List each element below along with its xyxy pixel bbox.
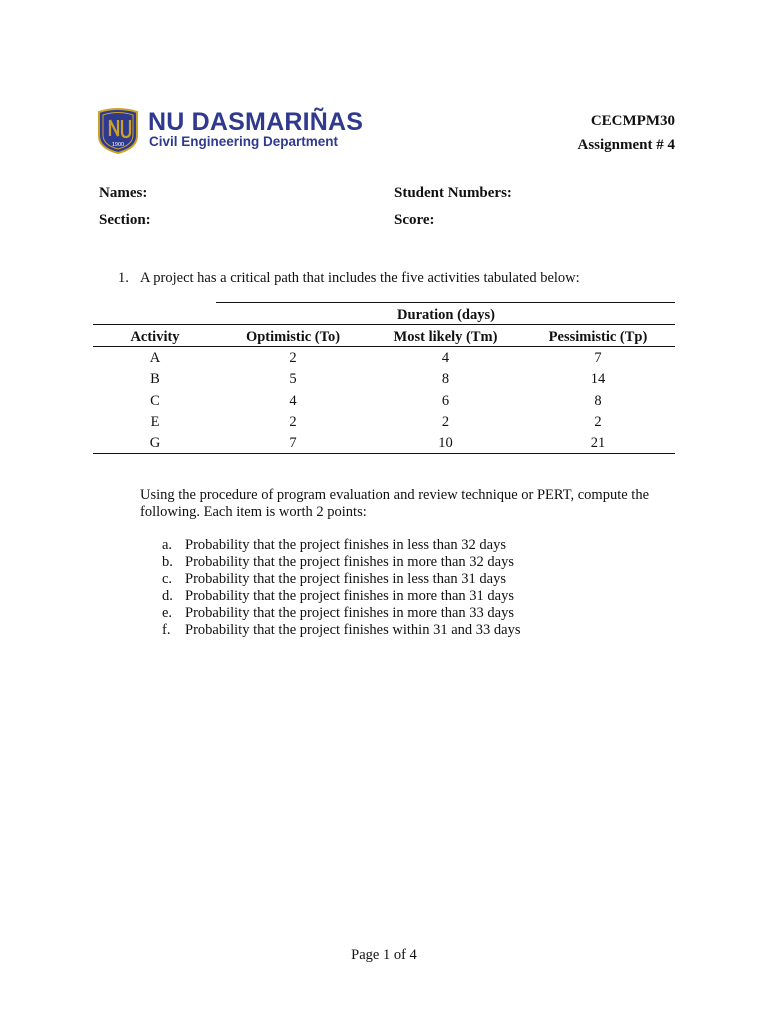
list-item-text: Probability that the project finishes in less than 31 days: [185, 571, 506, 587]
question-text: A project has a critical path that includes the five activities tabulated below:: [140, 270, 580, 286]
table-cell-optimistic: 5: [289, 371, 297, 388]
list-item-text: Probability that the project finishes within 31 and 33 days: [185, 622, 521, 638]
table-cell-most-likely: 4: [441, 350, 450, 366]
list-item-text: Probability that the project finishes in less than 32 days: [185, 537, 506, 553]
list-item-text: Probability that the project finishes in more than 32 days: [185, 554, 515, 570]
course-code: CECMPM30: [590, 113, 675, 129]
table-bottom-rule: [93, 453, 675, 454]
duration-group-header: Duration (days): [397, 307, 495, 323]
table-cell-activity: E: [150, 413, 160, 430]
table-cell-most-likely: 6: [441, 392, 450, 409]
table-cell-activity: B: [150, 371, 160, 388]
table-cell-most-likely: 8: [441, 371, 450, 388]
column-header-pessimistic: Pessimistic (Tp): [548, 329, 648, 345]
table-cell-pessimistic: 21: [590, 435, 606, 452]
table-cell-optimistic: 7: [289, 435, 297, 452]
list-item-letter: c.: [162, 571, 173, 587]
table-cell-pessimistic: 14: [590, 371, 606, 388]
table-cell-pessimistic: 7: [594, 350, 602, 366]
table-cell-most-likely: 10: [438, 435, 453, 452]
list-item-letter: b.: [162, 554, 173, 570]
section-label: Section:: [99, 212, 151, 228]
table-cell-activity: G: [149, 435, 161, 452]
activity-duration-table: [93, 302, 675, 454]
score-label: Score:: [394, 212, 435, 228]
seal-year: [96, 106, 140, 154]
table-cell-pessimistic: 2: [594, 413, 602, 430]
list-item-text: Probability that the project finishes in more than 31 days: [185, 588, 515, 604]
header-logo: [96, 106, 396, 154]
list-item-letter: d.: [162, 588, 173, 604]
column-header-activity: Activity: [130, 329, 180, 345]
table-top-rule: [216, 302, 675, 303]
table-cell-optimistic: 2: [289, 350, 297, 366]
column-header-most-likely: Most likely (Tm): [393, 329, 498, 345]
list-item-text: Probability that the project finishes in more than 33 days: [185, 605, 515, 621]
assignment-number: Assignment # 4: [577, 137, 675, 153]
table-cell-optimistic: 4: [289, 392, 297, 409]
table-header-rule: [93, 324, 675, 325]
list-item-letter: f.: [162, 622, 171, 638]
table-cell-most-likely: 2: [441, 413, 450, 430]
names-label: Names:: [99, 185, 148, 201]
column-header-optimistic: Optimistic (To): [245, 329, 341, 345]
table-cell-activity: C: [150, 392, 160, 409]
table-cell-optimistic: 2: [289, 413, 297, 430]
table-body-rule: [93, 346, 675, 347]
org-name: NU DASMARIÑAS: [148, 108, 364, 136]
page-number: Page 1 of 4: [351, 947, 417, 963]
table-cell-pessimistic: 8: [594, 392, 602, 409]
table-cell-activity: A: [149, 350, 161, 366]
student-numbers-label: Student Numbers:: [394, 185, 512, 201]
question-number: 1.: [118, 270, 129, 286]
list-item-letter: a.: [162, 537, 173, 553]
list-item-letter: e.: [162, 605, 173, 621]
instructions-paragraph: Using the procedure of program evaluation and review technique or PERT, compute the following. Each item is worth 2 points:: [140, 487, 650, 520]
svg-text:1900: 1900: [111, 142, 125, 148]
department-name: Civil Engineering Department: [149, 134, 339, 149]
